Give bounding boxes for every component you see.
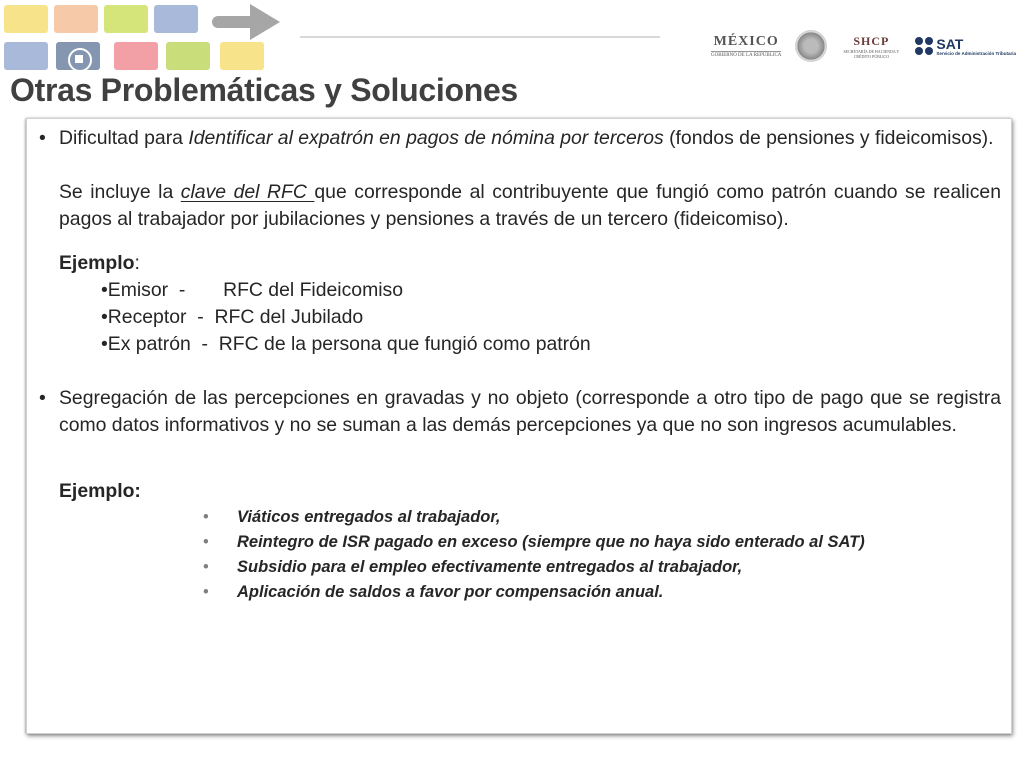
arrow-circle-icon xyxy=(68,48,92,72)
list-item: •Ex patrón - RFC de la persona que fungió como patrón xyxy=(101,333,591,355)
national-seal-icon xyxy=(795,30,827,62)
list-item: •Receptor - RFC del Jubilado xyxy=(101,306,364,328)
tile-green xyxy=(166,42,210,70)
tile-lime xyxy=(104,5,148,33)
tile-yellow xyxy=(4,5,48,33)
header-divider xyxy=(300,36,660,38)
page-title: Otras Problemáticas y Soluciones xyxy=(10,72,518,108)
sat-logo: SAT Servicio de Administración Tributaria xyxy=(915,37,1016,56)
example-list xyxy=(41,505,1001,605)
tile-blue xyxy=(4,42,48,70)
tile-slate xyxy=(154,5,198,33)
bullet-difficulty: • Dificultad para Identificar al expatrón en pagos de nómina por terceros (fondos de pensiones y fideicomisos). xyxy=(41,125,1001,152)
example-heading: Ejemplo: xyxy=(59,252,140,274)
list-item: • Aplicación de saldos a favor por compensación anual. xyxy=(201,580,1001,605)
header-decoration xyxy=(0,0,300,80)
content-card xyxy=(26,118,1012,734)
sat-dots-icon xyxy=(915,37,933,55)
list-item: • Reintegro de ISR pagado en exceso (siempre que no haya sido enterado al SAT) xyxy=(201,530,1001,555)
shcp-logo: SHCP SECRETARÍA DE HACIENDA Y CRÉDITO PÚBLICO xyxy=(843,33,900,59)
bullet-segregation: • Segregación de las percepciones en gravadas y no objeto (corresponde a otro tipo de pago que se registra como datos informativos y no se suman a las demás percepciones ya que no son ingresos acumulables. xyxy=(41,385,1001,439)
example-heading-2: Ejemplo: xyxy=(59,480,141,502)
rfc-paragraph: Se incluye la clave del RFC que corresponde al contribuyente que fungió como patrón cuando se realicen pagos al trabajador por jubilaciones y pensiones a través de un tercero (fideicomiso). xyxy=(59,181,1001,230)
tile-peach xyxy=(54,5,98,33)
arrow-icon xyxy=(250,4,280,40)
tile-pink xyxy=(114,42,158,70)
list-item: • Viáticos entregados al trabajador, xyxy=(201,505,1001,530)
logo-bar xyxy=(711,26,1016,66)
tile-light-yellow xyxy=(220,42,264,70)
list-item: • Subsidio para el empleo efectivamente entregados al trabajador, xyxy=(201,555,1001,580)
list-item: •Emisor - RFC del Fideicomiso xyxy=(101,279,404,301)
mexico-logo: MÉXICO GOBIERNO DE LA REPÚBLICA xyxy=(710,34,782,58)
